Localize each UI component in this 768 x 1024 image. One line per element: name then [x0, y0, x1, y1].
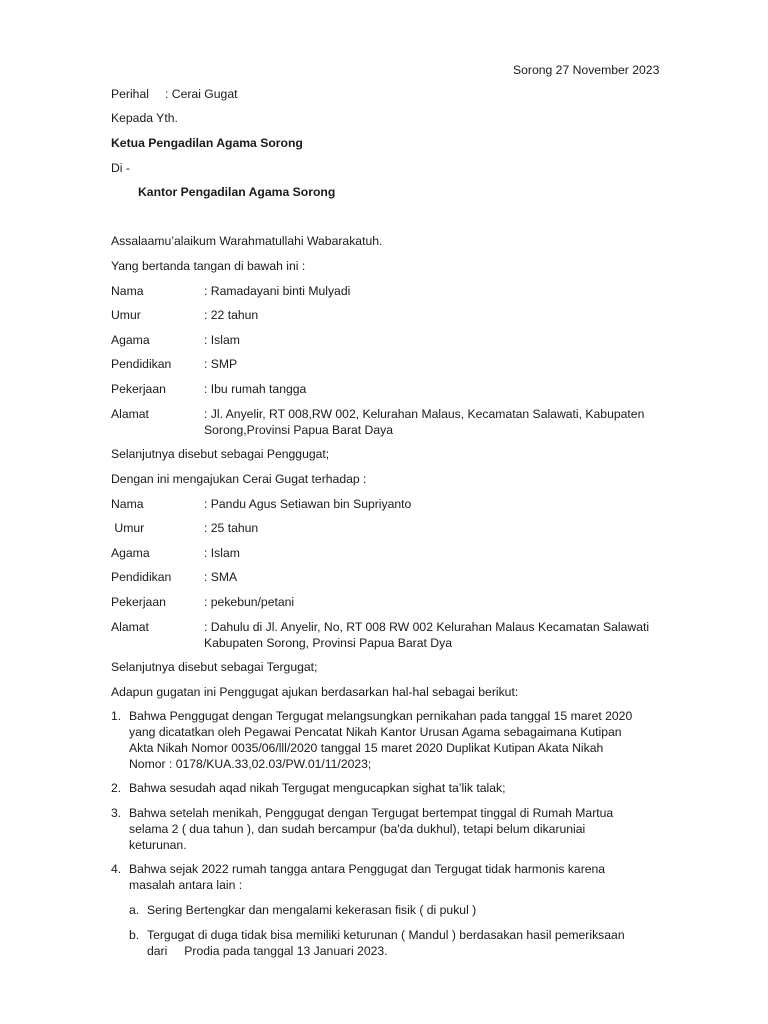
defendant-name-label: Nama	[111, 497, 144, 511]
sub-list-item-line: Tergugat di duga tidak bisa memiliki keturunan ( Mandul ) berdasakan hasil pemeriksaan	[147, 928, 625, 942]
sub-list-item-letter: a.	[129, 903, 140, 917]
list-item-line: Bahwa sejak 2022 rumah tangga antara Penggugat dan Tergugat tidak harmonis karena	[129, 862, 606, 876]
defendant-address-line2: Kabupaten Sorong, Provinsi Papua Barat Dya	[204, 636, 452, 650]
plaintiff-name-label: Nama	[111, 284, 144, 298]
recipient-office: Kantor Pengadilan Agama Sorong	[138, 185, 336, 199]
defendant-address-line1: : Dahulu di Jl. Anyelir, No, RT 008 RW 002 Kelurahan Malaus Kecamatan Salawati	[204, 620, 650, 634]
list-item-line: Bahwa setelah menikah, Penggugat dengan Tergugat bertempat tinggal di Rumah Martua	[129, 806, 614, 820]
intro-line: Yang bertanda tangan di bawah ini :	[111, 259, 306, 273]
plaintiff-age-value: : 22 tahun	[204, 308, 259, 322]
plaintiff-address-line2: Sorong,Provinsi Papua Barat Daya	[204, 423, 394, 437]
defendant-religion-value: : Islam	[204, 546, 240, 560]
defendant-occupation-label: Pekerjaan	[111, 595, 166, 609]
list-item-line: keturunan.	[129, 838, 187, 852]
letter-date: Sorong 27 November 2023	[513, 63, 660, 77]
plaintiff-education-value: : SMP	[204, 357, 238, 371]
defendant-name-value: : Pandu Agus Setiawan bin Supriyanto	[204, 497, 412, 511]
defendant-reference: Selanjutnya disebut sebagai Tergugat;	[111, 660, 318, 674]
defendant-occupation-value: : pekebun/petani	[204, 595, 295, 609]
defendant-age-label: Umur	[111, 521, 145, 535]
defendant-religion-label: Agama	[111, 546, 150, 560]
list-item-line: selama 2 ( dua tahun ), dan sudah bercampur (ba'da dukhul), tetapi belum dikaruniai	[129, 822, 586, 836]
plaintiff-address-label: Alamat	[111, 407, 149, 421]
plaintiff-name-value: : Ramadayani binti Mulyadi	[204, 284, 351, 298]
recipient-di: Di -	[111, 161, 130, 175]
perihal-label: Perihal	[111, 87, 149, 101]
list-item-number: 4.	[111, 862, 122, 876]
recipient-title: Ketua Pengadilan Agama Sorong	[111, 136, 303, 150]
plaintiff-address-line1: : Jl. Anyelir, RT 008,RW 002, Kelurahan Malaus, Kecamatan Salawati, Kabupaten	[204, 407, 645, 421]
list-item-number: 1.	[111, 709, 122, 723]
sub-list-item-line: dari Prodia pada tanggal 13 Januari 2023.	[147, 944, 388, 958]
sub-list-item-line: Sering Bertengkar dan mengalami kekerasan fisik ( di pukul )	[147, 903, 477, 917]
greeting: Assalaamu’alaikum Warahmatullahi Wabarakatuh.	[111, 234, 383, 248]
plaintiff-education-label: Pendidikan	[111, 357, 172, 371]
list-item-line: Nomor : 0178/KUA.33,02.03/PW.01/11/2023;	[129, 757, 372, 771]
plaintiff-occupation-label: Pekerjaan	[111, 382, 166, 396]
list-item-line: yang dicatatkan oleh Pegawai Pencatat Nikah Kantor Urusan Agama sebagaimana Kutipan	[129, 725, 622, 739]
grounds-intro: Adapun gugatan ini Penggugat ajukan berdasarkan hal-hal sebagai berikut:	[111, 685, 519, 699]
list-item-line: Akta Nikah Nomor 0035/06/lll/2020 tanggal 15 maret 2020 Duplikat Kutipan Akata Nikah	[129, 741, 604, 755]
defendant-education-value: : SMA	[204, 570, 238, 584]
list-item-line: masalah antara lain :	[129, 878, 243, 892]
plaintiff-religion-value: : Islam	[204, 333, 240, 347]
plaintiff-occupation-value: : Ibu rumah tangga	[204, 382, 307, 396]
sub-list-item-letter: b.	[129, 928, 140, 942]
plaintiff-reference: Selanjutnya disebut sebagai Penggugat;	[111, 447, 330, 461]
defendant-address-label: Alamat	[111, 620, 149, 634]
against-line: Dengan ini mengajukan Cerai Gugat terhadap :	[111, 472, 367, 486]
salutation-to: Kepada Yth.	[111, 111, 178, 125]
list-item-number: 3.	[111, 806, 122, 820]
list-item-number: 2.	[111, 781, 122, 795]
list-item-line: Bahwa Penggugat dengan Tergugat melangsungkan pernikahan pada tanggal 15 maret 2020	[129, 709, 633, 723]
perihal-value: : Cerai Gugat	[165, 87, 238, 101]
defendant-age-value: : 25 tahun	[204, 521, 259, 535]
list-item-line: Bahwa sesudah aqad nikah Tergugat mengucapkan sighat ta’lik talak;	[129, 781, 506, 795]
plaintiff-age-label: Umur	[111, 308, 141, 322]
defendant-education-label: Pendidikan	[111, 570, 172, 584]
plaintiff-religion-label: Agama	[111, 333, 150, 347]
